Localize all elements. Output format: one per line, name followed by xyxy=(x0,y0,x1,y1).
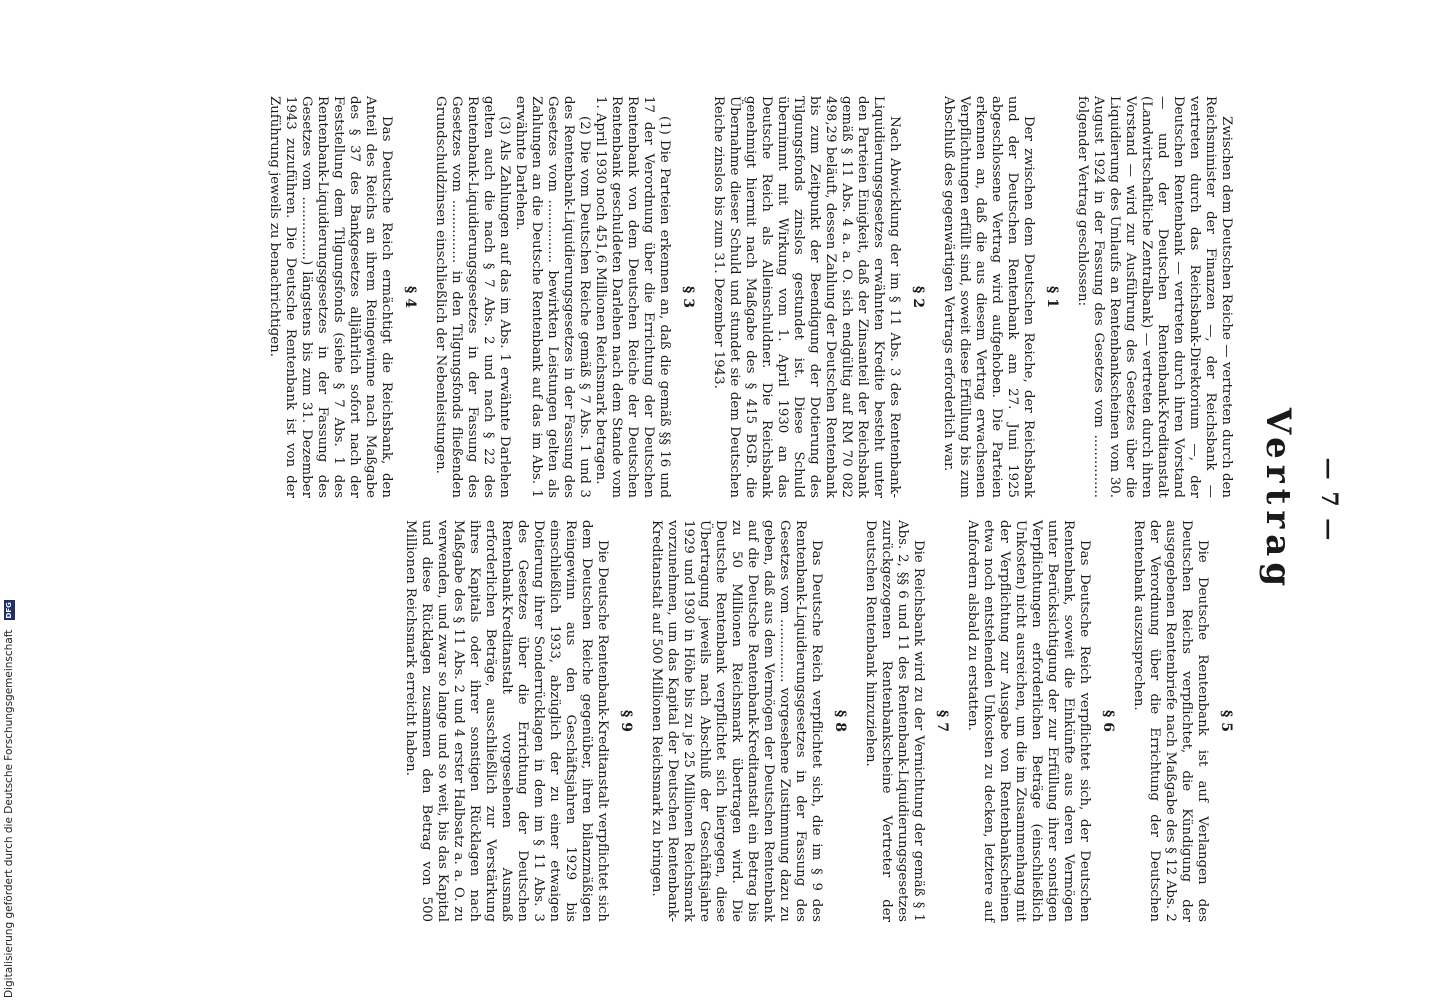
section-paragraph: (1) Die Parteien erkennen an, daß die gemäß §§ 16 und 17 der Verordnung über die Errichtung der Deutschen Rentenbank von dem Deutschen Reiche der Deutschen Rentenbank geschuldeten Darlehen nach dem Stande vom 1. April 1930 noch 451,6 Millionen Reichsmark betragen. xyxy=(593,96,672,498)
section-heading: § 1 xyxy=(1044,286,1060,308)
page-title: Vertrag xyxy=(1258,407,1298,593)
section-heading: § 5 xyxy=(1218,710,1234,732)
page-number: — 7 — xyxy=(1316,457,1342,543)
section-heading: § 7 xyxy=(934,710,950,732)
section-paragraph: Die Deutsche Rentenbank ist auf Verlangen des Deutschen Reichs verpflichtet, die Kündigung der ausgegebenen Rentenbriefe nach Maßgabe des § 12 Abs. 2 der Verordnung über die Errichtung der Deutschen Rentenbank auszusprechen. xyxy=(1131,520,1210,922)
section-paragraph: (3) Als Zahlungen auf das im Abs. 1 erwähnte Darlehen gelten auch die nach § 7 Abs. 2 und nach § 22 des Rentenbank-Liquidierungsgesetzes in der Fassung des Gesetzes vom ............... in den Tilgungsfonds fließenden Grundschuldzinsen einschließlich der Nebenleistungen. xyxy=(433,96,512,498)
section-paragraph: Die Reichsbank wird zu der Vernichtung der gemäß § 1 Abs. 2, §§ 6 und 11 des Rentenbank-Liquidierungsgesetzes zurückgezogenen Rentenbankscheine Vertreter der Deutschen Rentenbank hinzuziehen. xyxy=(863,520,926,922)
section-paragraph: Das Deutsche Reich ermächtigt die Reichsbank, den Anteil des Reichs an ihrem Reingewinne nach Maßgabe des § 37 des Bankgesetzes alljährlich sofort nach der Feststellung dem Tilgungsfonds (siehe § 7 Abs. 1 des Rentenbank-Liquidierungsgesetzes in der Fassung des Gesetzes vom ...............) längstens bis zum 31. Dezember 1943 zuzuführen. Die Deutsche Rentenbank ist von der Zuführung jeweils zu benachrichtigen. xyxy=(267,96,394,498)
section-heading: § 9 xyxy=(618,710,634,732)
section-paragraph: Das Deutsche Reich verpflichtet sich, die im § 9 des Rentenbank-Liquidierungsgesetzes in der Fassung des Gesetzes vom ............... vorgesehene Zustimmung dazu zu geben, daß aus dem Vermögen der Deutschen Rentenbank auf die Deutsche Rentenbank-Kreditanstalt ein Betrag bis zu 50 Millionen Reichsmark übertragen wird. Die Deutsche Rentenbank verpflichtet sich hiergegen, diese Übertragung jeweils nach Abschluß der Geschäftsjahre 1929 und 1930 in Höhe bis zu je 25 Millionen Reichsmark vorzunehmen, um das Kapital der Deutschen Rentenbank-Kreditanstalt auf 500 Millionen Reichsmark zu bringen. xyxy=(649,520,824,922)
section-paragraph: Das Deutsche Reich verpflichtet sich, der Deutschen Rentenbank, soweit die Einkünfte aus deren Vermögen unter Berücksichtigung der zur Erfüllung ihrer sonstigen Verpflichtungen erforderlichen Beträge (einschließlich Unkosten) nicht ausreichen, um die im Zusammenhang mit der Verpflichtung zur Ausgabe von Rentenbankscheinen etwa noch entstehenden Unkosten zu decken, letztere auf Anfordern alsbald zu erstatten. xyxy=(965,520,1092,922)
section-heading: § 4 xyxy=(402,286,418,308)
right-column xyxy=(402,520,1234,922)
section-heading: § 6 xyxy=(1100,710,1116,732)
section-paragraph: Die Deutsche Rentenbank-Kreditanstalt verpflichtet sich dem Deutschen Reiche gegenüber, ihren bilanzmäßigen Reingewinn aus den Geschäftsjahren 1929 bis einschließlich 1933, abzüglich der zu einer etwaigen Dotierung ihrer Sonderrücklagen in dem im § 11 Abs. 3 des Gesetzes über die Errichtung der Deutschen Rentenbank-Kreditanstalt vorgesehenen Ausmaß erforderlichen Beträge, ausschließlich zur Verstärkung ihres Kapitals oder ihrer sonstigen Rücklagen nach Maßgabe des § 11 Abs. 2 und 4 erster Halbsatz a. a. O. zu verwenden, und zwar so lange und so weit, bis das Kapital und diese Rücklagen zusammen den Betrag von 500 Millionen Reichsmark erreicht haben. xyxy=(403,520,610,922)
section-paragraph: Der zwischen dem Deutschen Reiche, der Reichsbank und der Deutschen Rentenbank am 27. Juni 1925 abgeschlossene Vertrag wird aufgehoben. Die Parteien erkennen an, daß die aus diesem Vertrag erwachsenen Verpflichtungen erfüllt sind, soweit diese Erfüllung bis zum Abschluß des gegenwärtigen Vertrags erforderlich war. xyxy=(941,96,1036,498)
section-heading: § 3 xyxy=(680,286,696,308)
digitization-footer xyxy=(3,8,17,998)
left-column xyxy=(266,96,1234,498)
section-paragraph: Nach Abwicklung der im § 11 Abs. 3 des Rentenbank-Liquidierungsgesetzes erwähnten Kredite besteht unter den Parteien Einigkeit, daß der Zinsanteil der Reichsbank gemäß § 11 Abs. 4 a. a. O. sich endgültig auf RM 70 082 498,29 beläuft, dessen Zahlung der Deutschen Rentenbank bis zum Zeitpunkt der Beendigung der Dotierung des Tilgungsfonds zinslos gestundet ist. Diese Schuld übernimmt mit Wirkung vom 1. April 1930 an das Deutsche Reich als Alleinschuldner. Die Reichsbank genehmigt hiermit nach Maßgabe des § 415 BGB. die Übernahme dieser Schuld und stundet sie dem Deutschen Reiche zinslos bis zum 31. Dezember 1943. xyxy=(711,96,902,498)
dfg-logo-icon: DFG xyxy=(4,602,13,619)
preamble: Zwischen dem Deutschen Reiche — vertreten durch den Reichsminister der Finanzen —, der Reichsbank — vertreten durch das Reichsbank-Direktorium —, der Deutschen Rentenbank — vertreten durch ihren Vorstand — und der Deutschen Rentenbank-Kreditanstalt (Landwirtschaftliche Zentralbank) — vertreten durch ihren Vorstand — wird zur Ausführung des Gesetzes über die Liquidierung des Umlaufs an Rentenbankscheinen vom 30. August 1924 in der Fassung des Gesetzes vom ............... folgender Vertrag geschlossen: xyxy=(1075,96,1234,498)
section-paragraph: (2) Die vom Deutschen Reiche gemäß § 7 Abs. 1 und 3 des Rentenbank-Liquidierungsgesetzes in der Fassung des Gesetzes vom ............... bewirkten Leistungen gelten als Zahlungen an die Deutsche Rentenbank auf das im Abs. 1 erwähnte Darlehen. xyxy=(513,96,592,498)
section-heading: § 8 xyxy=(832,710,848,732)
footer-text: Digitalisierung gefördert durch die Deutsche Forschungsgemeinschaft xyxy=(3,629,15,998)
section-heading: § 2 xyxy=(910,286,926,308)
